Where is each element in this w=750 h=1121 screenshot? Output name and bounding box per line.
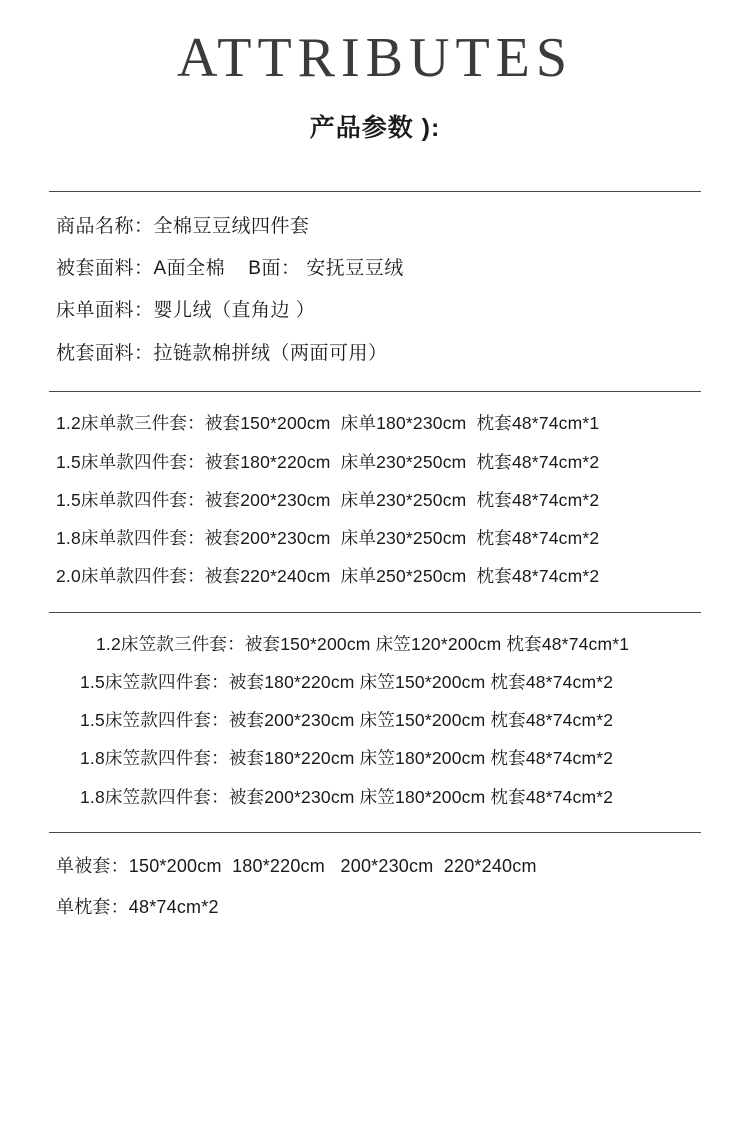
single-duvet-row: 单被套：150*200cm 180*220cm 200*230cm 220*240cm [56,855,537,876]
fitted-sheet-size-section [0,613,750,810]
spec-row: 被套面料：A面全棉 B面： 安抚豆豆绒 [56,258,404,280]
size-row: 1.5床笠款四件套：被套200*230cm 床笠150*200cm 枕套48*74cm*2 [80,710,614,731]
spec-row: 床单面料：婴儿绒（直角边 ） [56,300,316,322]
single-items-section [0,833,750,921]
page-title-english: ATTRIBUTES [177,27,573,89]
size-row: 1.2床单款三件套：被套150*200cm 床单180*230cm 枕套48*74cm*1 [56,413,600,434]
bed-sheet-size-section [0,392,750,589]
size-row: 1.8床笠款四件套：被套200*230cm 床笠180*200cm 枕套48*74cm*2 [80,786,614,807]
page-title-chinese: 产品参数 ): [309,113,441,142]
size-row: 1.8床单款四件套：被套200*230cm 床单230*250cm 枕套48*74cm*2 [56,528,600,549]
material-spec-section [0,192,750,369]
size-row: 1.8床笠款四件套：被套180*220cm 床笠180*200cm 枕套48*74cm*2 [80,748,614,769]
single-pillowcase-row: 单枕套：48*74cm*2 [56,896,219,917]
size-row: 1.2床笠款三件套：被套150*200cm 床笠120*200cm 枕套48*74cm*1 [96,633,630,654]
spec-row: 枕套面料：拉链款棉拼绒（两面可用） [56,342,388,364]
size-row: 2.0床单款四件套：被套220*240cm 床单250*250cm 枕套48*74cm*2 [56,566,600,587]
size-row: 1.5床笠款四件套：被套180*220cm 床笠150*200cm 枕套48*74cm*2 [80,671,614,692]
spec-row: 商品名称：全棉豆豆绒四件套 [56,215,310,237]
size-row: 1.5床单款四件套：被套180*220cm 床单230*250cm 枕套48*74cm*2 [56,451,600,472]
size-row: 1.5床单款四件套：被套200*230cm 床单230*250cm 枕套48*74cm*2 [56,489,600,510]
